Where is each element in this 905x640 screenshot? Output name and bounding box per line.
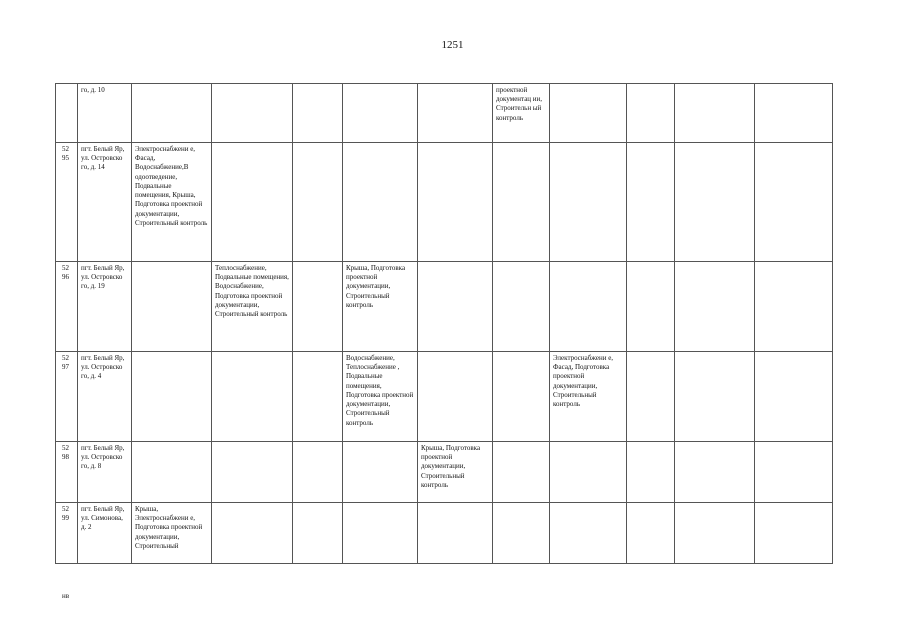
work-cell [132,84,212,143]
work-cell [627,84,675,143]
work-cell: Крыша, Подготовка проектной документации, Строительный контроль [343,262,418,352]
work-cell [675,143,755,262]
table-row [56,262,833,352]
work-cell: Водоснабжение, Теплоснабжение , Подвальные помещения, Подготовка проектной документации, Строительный контроль [343,352,418,442]
work-cell: Электроснабжени е, Фасад, Водоснабжение,В одоотведение, Подвальные помещения, Крыша, Подготовка проектной документации, Строительный контроль [132,143,212,262]
work-cell [343,84,418,143]
work-cell [132,442,212,503]
work-cell: Крыша, Электроснабжени е, Подготовка проектной документации, Строительный [132,503,212,564]
work-cell [293,442,343,503]
work-cell: проектной документац ии, Строительн ый контроль [493,84,550,143]
work-cell [755,262,833,352]
work-cell [755,84,833,143]
work-cell [212,352,293,442]
work-cell [418,352,493,442]
row-number: 52 96 [56,262,78,352]
work-cell [493,143,550,262]
work-cell [493,352,550,442]
row-number: 52 98 [56,442,78,503]
work-cell [418,503,493,564]
work-cell [343,503,418,564]
work-cell [755,143,833,262]
row-number: 52 99 [56,503,78,564]
work-cell [755,352,833,442]
work-cell [627,143,675,262]
table-row [56,84,833,143]
work-cell [675,352,755,442]
work-cell [343,442,418,503]
work-cell [132,262,212,352]
work-cell: Крыша, Подготовка проектной документации, Строительный контроль [418,442,493,503]
work-cell [550,143,627,262]
work-cell [418,262,493,352]
table-row [56,503,833,564]
address-cell: пгт. Белый Яр, ул. Островско го, д. 8 [78,442,132,503]
work-cell [293,262,343,352]
work-cell [627,442,675,503]
work-cell [343,143,418,262]
work-cell [755,503,833,564]
work-cell [627,503,675,564]
work-cell [550,503,627,564]
table-row [56,442,833,503]
schedule-table [55,83,833,564]
work-cell [493,442,550,503]
row-number: 52 97 [56,352,78,442]
work-cell [418,84,493,143]
work-cell [293,84,343,143]
work-cell [132,352,212,442]
work-cell: Электроснабжени е, Фасад, Подготовка проектной документации, Строительный контроль [550,352,627,442]
table-row [56,143,833,262]
work-cell [212,503,293,564]
work-cell [675,262,755,352]
page-number: 1251 [441,39,464,51]
work-cell [675,442,755,503]
work-cell [293,352,343,442]
work-cell [293,503,343,564]
work-cell [627,262,675,352]
work-cell [418,143,493,262]
footer-mark: нв [62,592,70,600]
address-cell: пгт. Белый Яр, ул. Островско го, д. 4 [78,352,132,442]
work-cell [550,442,627,503]
work-cell [212,84,293,143]
work-cell [755,442,833,503]
address-cell: пгт. Белый Яр, ул. Симонова, д. 2 [78,503,132,564]
work-cell [675,84,755,143]
work-cell [293,143,343,262]
work-cell [212,143,293,262]
work-cell [675,503,755,564]
work-cell: Теплоснабжение, Подвальные помещения, Водоснабжение, Подготовка проектной документации, Строительный контроль [212,262,293,352]
row-number [56,84,78,143]
work-cell [493,503,550,564]
table-row [56,352,833,442]
work-cell [550,262,627,352]
work-cell [493,262,550,352]
address-cell: пгт. Белый Яр, ул. Островско го, д. 19 [78,262,132,352]
work-cell [627,352,675,442]
work-cell [212,442,293,503]
address-cell: пгт. Белый Яр, ул. Островско го, д. 14 [78,143,132,262]
row-number: 52 95 [56,143,78,262]
work-cell [550,84,627,143]
address-cell: го, д. 10 [78,84,132,143]
